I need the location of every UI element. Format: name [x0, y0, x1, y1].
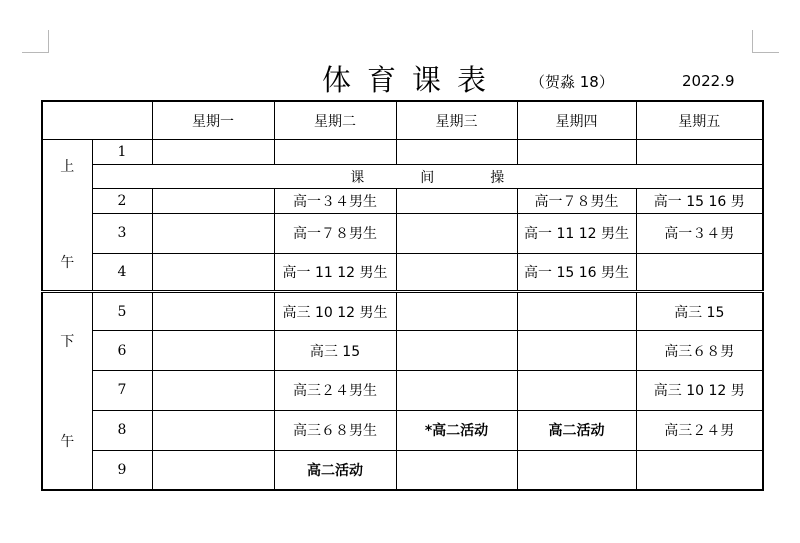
class-cell — [152, 450, 274, 490]
class-cell: 高三 15 — [636, 292, 763, 331]
afternoon-label: 下 午 — [42, 292, 92, 490]
class-cell: 高三６８男 — [636, 331, 763, 371]
period-number: 8 — [92, 410, 152, 450]
day-header: 星期一 — [152, 101, 274, 140]
class-cell — [396, 189, 517, 214]
class-cell — [152, 189, 274, 214]
period-number: 3 — [92, 213, 152, 253]
class-cell — [396, 331, 517, 371]
class-cell: 高一 15 16 男 — [636, 189, 763, 214]
period-number: 4 — [92, 253, 152, 292]
class-cell — [517, 140, 636, 165]
table-row — [42, 253, 763, 292]
class-cell — [396, 213, 517, 253]
class-cell: 高二活动 — [274, 450, 396, 490]
class-cell: 高二活动 — [517, 410, 636, 450]
schedule-table — [41, 100, 764, 491]
class-cell — [152, 371, 274, 411]
class-cell — [396, 140, 517, 165]
period-number: 7 — [92, 371, 152, 411]
header-row — [42, 101, 763, 140]
class-cell: 高三６８男生 — [274, 410, 396, 450]
class-cell: 高一７８男生 — [517, 189, 636, 214]
class-cell — [396, 450, 517, 490]
day-header: 星期四 — [517, 101, 636, 140]
crop-mark-top-right — [752, 30, 779, 53]
class-cell — [274, 140, 396, 165]
class-cell: 高一 11 12 男生 — [274, 253, 396, 292]
class-cell — [517, 450, 636, 490]
period-number: 6 — [92, 331, 152, 371]
class-cell — [636, 253, 763, 292]
class-cell: 高一７８男生 — [274, 213, 396, 253]
period-number: 1 — [92, 140, 152, 165]
table-row — [42, 331, 763, 371]
author-note: （贺淼 18） — [530, 73, 614, 91]
class-cell: *高二活动 — [396, 410, 517, 450]
class-cell: 高一３４男 — [636, 213, 763, 253]
table-row — [42, 450, 763, 490]
class-cell — [517, 331, 636, 371]
class-cell — [152, 292, 274, 331]
period-number: 9 — [92, 450, 152, 490]
table-row — [42, 410, 763, 450]
class-cell — [636, 140, 763, 165]
morning-label: 上 午 — [42, 140, 92, 292]
period-number: 5 — [92, 292, 152, 331]
class-cell: 高三２４男生 — [274, 371, 396, 411]
class-cell — [152, 213, 274, 253]
class-cell: 高三 10 12 男生 — [274, 292, 396, 331]
class-cell — [517, 292, 636, 331]
class-cell — [152, 140, 274, 165]
class-cell — [152, 410, 274, 450]
day-header: 星期二 — [274, 101, 396, 140]
table-row — [42, 292, 763, 331]
class-cell — [517, 371, 636, 411]
period-number: 2 — [92, 189, 152, 214]
day-header: 星期三 — [396, 101, 517, 140]
table-row — [42, 371, 763, 411]
class-cell — [396, 292, 517, 331]
exercise-row — [42, 164, 763, 189]
table-row — [42, 140, 763, 165]
table-row — [42, 213, 763, 253]
class-cell: 高三 10 12 男 — [636, 371, 763, 411]
break-exercise: 课 间 操 — [92, 164, 763, 189]
class-cell — [396, 253, 517, 292]
class-cell — [396, 371, 517, 411]
class-cell: 高一３４男生 — [274, 189, 396, 214]
class-cell — [636, 450, 763, 490]
class-cell: 高一 11 12 男生 — [517, 213, 636, 253]
crop-mark-top-left — [22, 30, 49, 53]
class-cell: 高一 15 16 男生 — [517, 253, 636, 292]
class-cell — [152, 253, 274, 292]
corner-cell — [42, 101, 152, 140]
class-cell: 高三２４男 — [636, 410, 763, 450]
day-header: 星期五 — [636, 101, 763, 140]
class-cell: 高三 15 — [274, 331, 396, 371]
class-cell — [152, 331, 274, 371]
date-label: 2022.9 — [682, 72, 735, 90]
page-title: 体育课表 — [322, 63, 503, 97]
table-row — [42, 189, 763, 214]
